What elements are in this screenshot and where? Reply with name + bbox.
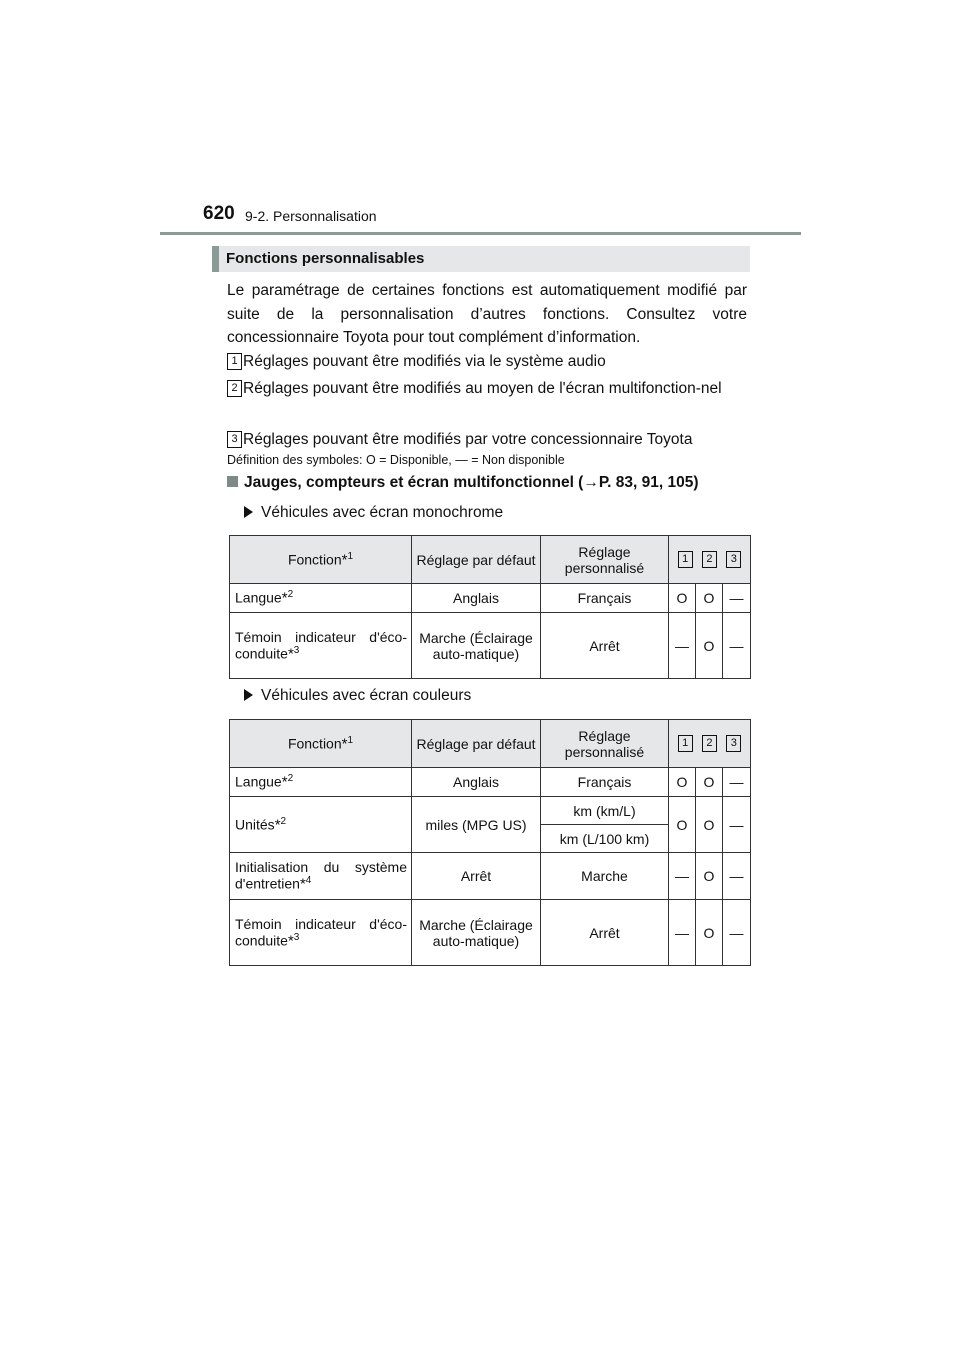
list-item-text: Réglages pouvant être modifiés via le système audio: [243, 353, 606, 370]
list-item: [227, 377, 747, 423]
cell-fonction: Témoin indicateur d'éco-conduite*$^3$: [230, 613, 412, 679]
section-box-title: Fonctions personnalisables: [226, 250, 425, 267]
section-title: 9-2. Personnalisation: [245, 208, 377, 224]
table-row: [230, 853, 751, 900]
table-header-row: [230, 536, 751, 584]
number-badge-icon: 3: [227, 431, 242, 448]
list-item-text: Réglages pouvant être modifiés au moyen de l'écran multifonction-nel: [243, 380, 722, 397]
cell-fonction: Langue*$^2$: [230, 584, 412, 613]
list-item: [227, 350, 747, 373]
heading-accent-bar: [212, 246, 219, 272]
cell-avail-1: —: [669, 853, 696, 900]
cell-avail-1: O: [669, 797, 696, 853]
table-header-row: [230, 720, 751, 768]
triangle-bullet-icon: [244, 689, 253, 701]
cell-avail-1: —: [669, 613, 696, 679]
cell-avail-3: —: [723, 768, 751, 797]
cell-avail-3: —: [723, 584, 751, 613]
header-default: Réglage par défaut: [412, 720, 541, 768]
cell-default: Marche (Éclairage auto-matique): [412, 900, 541, 966]
variant-text: Véhicules avec écran couleurs: [261, 687, 472, 704]
cell-avail-3: —: [723, 900, 751, 966]
cell-avail-2: O: [696, 584, 723, 613]
cell-custom: Français: [541, 584, 669, 613]
cell-avail-3: —: [723, 613, 751, 679]
cell-fonction: Témoin indicateur d'éco-conduite*$^3$: [230, 900, 412, 966]
header-default: Réglage par défaut: [412, 536, 541, 584]
cell-default: Marche (Éclairage auto-matique): [412, 613, 541, 679]
cell-avail-2: O: [696, 853, 723, 900]
cell-default: miles (MPG US): [412, 797, 541, 853]
number-badge-icon: 1: [678, 551, 693, 568]
header-fonction: Fonction*$^1$: [230, 720, 412, 768]
cell-avail-1: O: [669, 768, 696, 797]
header-rule: [160, 232, 801, 235]
header-numbers: [669, 720, 751, 768]
variant-label: [244, 687, 471, 705]
table-row: [230, 584, 751, 613]
table-row: [230, 613, 751, 679]
cell-avail-3: —: [723, 797, 751, 853]
cell-custom: km (L/100 km): [541, 825, 669, 853]
cell-avail-2: O: [696, 613, 723, 679]
header-fonction: Fonction*$^1$: [230, 536, 412, 584]
number-badge-icon: 1: [227, 353, 242, 370]
cell-fonction: Initialisation du système d'entretien*$^4$: [230, 853, 412, 900]
number-badge-icon: 3: [726, 735, 741, 752]
header-numbers: [669, 536, 751, 584]
header-custom: Réglage personnalisé: [541, 720, 669, 768]
settings-table-monochrome: [229, 535, 751, 679]
table-row: [230, 900, 751, 966]
list-item-text: Réglages pouvant être modifiés par votre concessionnaire Toyota: [243, 431, 693, 448]
cell-custom: Français: [541, 768, 669, 797]
settings-table-color: [229, 719, 751, 966]
variant-label: [244, 504, 503, 522]
page-number: 620: [203, 203, 235, 224]
cell-custom: km (km/L): [541, 797, 669, 825]
cell-avail-2: O: [696, 768, 723, 797]
number-badge-icon: 3: [726, 551, 741, 568]
cell-default: Arrêt: [412, 853, 541, 900]
cell-avail-1: —: [669, 900, 696, 966]
cell-default: Anglais: [412, 584, 541, 613]
number-badge-icon: 2: [702, 735, 717, 752]
number-badge-icon: 1: [678, 735, 693, 752]
list-item: [227, 428, 747, 451]
cell-fonction: Unités*$^2$: [230, 797, 412, 853]
intro-paragraph: Le paramétrage de certaines fonctions est automatiquement modifié par suite de la personnalisation d’autres fonctions. Consultez votre concessionnaire Toyota pour tout complément d’information.: [227, 282, 747, 346]
square-bullet-icon: [227, 476, 238, 487]
subsection-title: Jauges, compteurs et écran multifonctionnel (→P. 83, 91, 105): [244, 474, 699, 491]
table-row: [230, 797, 751, 825]
cell-default: Anglais: [412, 768, 541, 797]
cell-custom: Marche: [541, 853, 669, 900]
variant-text: Véhicules avec écran monochrome: [261, 504, 504, 521]
symbol-legend: Définition des symboles: O = Disponible, — = Non disponible: [227, 453, 565, 467]
cell-avail-3: —: [723, 853, 751, 900]
cell-avail-2: O: [696, 797, 723, 853]
triangle-bullet-icon: [244, 506, 253, 518]
cell-avail-2: O: [696, 900, 723, 966]
cell-fonction: Langue*$^2$: [230, 768, 412, 797]
cell-custom: Arrêt: [541, 613, 669, 679]
subsection-heading: [227, 474, 699, 492]
header-custom: Réglage personnalisé: [541, 536, 669, 584]
section-box-heading: [212, 246, 750, 272]
table-row: [230, 768, 751, 797]
cell-avail-1: O: [669, 584, 696, 613]
number-badge-icon: 2: [227, 380, 242, 397]
number-badge-icon: 2: [702, 551, 717, 568]
cell-custom: Arrêt: [541, 900, 669, 966]
